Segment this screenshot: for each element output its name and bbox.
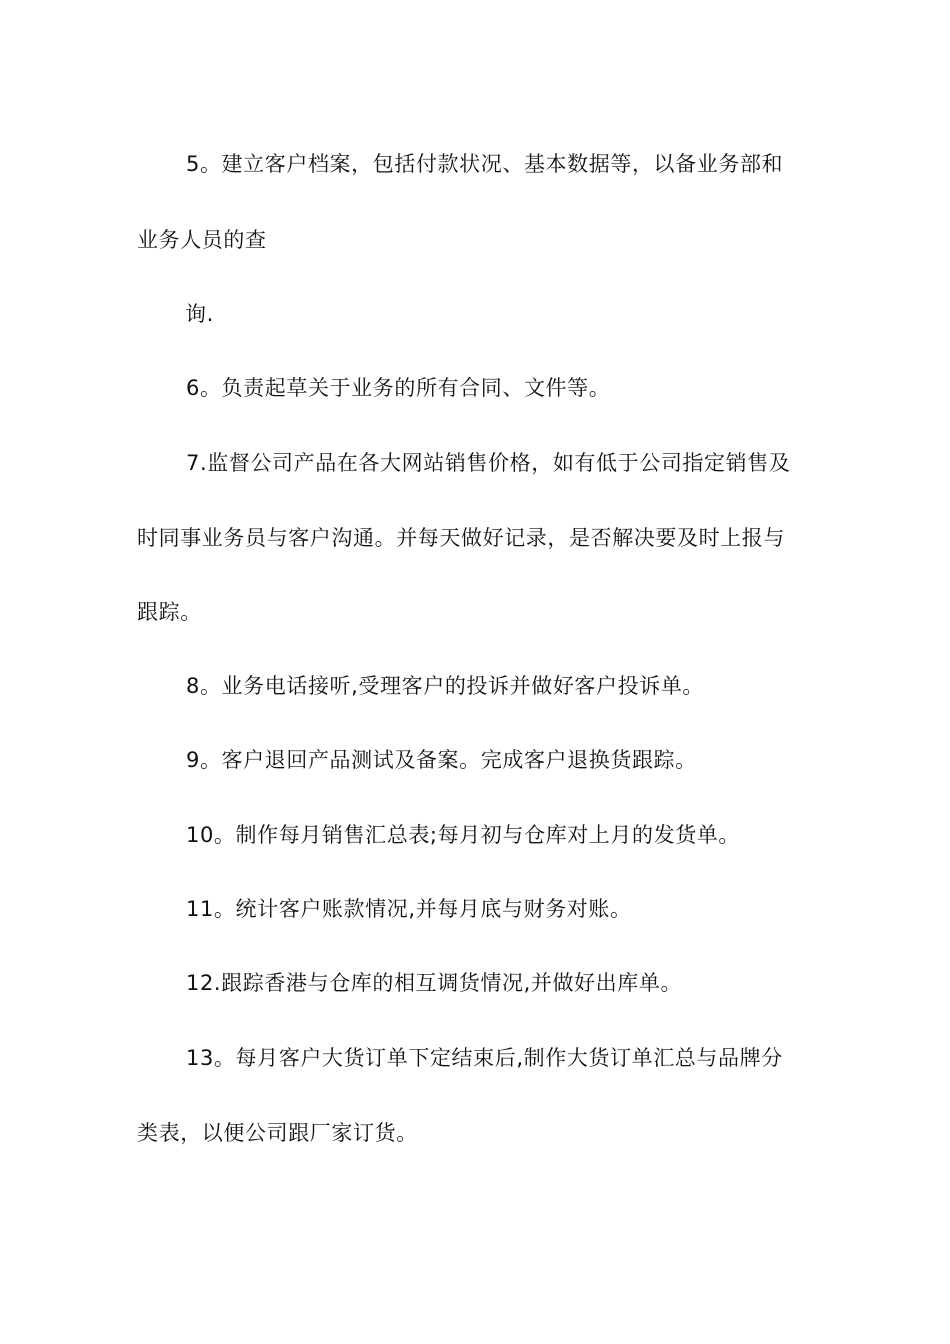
paragraph-10: 10。制作每月销售汇总表;每月初与仓库对上月的发货单。 (186, 823, 740, 847)
paragraph-5-line-1: 5。建立客户档案，包括付款状况、基本数据等，以备业务部和 (186, 152, 784, 176)
paragraph-8: 8。业务电话接听,受理客户的投诉并做好客户投诉单。 (186, 674, 705, 698)
paragraph-13-line-1: 13。每月客户大货订单下定结束后,制作大货订单汇总与品牌分 (186, 1046, 783, 1070)
paragraph-7-line-2: 时同事业务员与客户沟通。并每天做好记录，是否解决要及时上报与 (137, 526, 785, 550)
paragraph-5-line-2: 业务人员的查 (137, 228, 267, 252)
paragraph-9: 9。客户退回产品测试及备案。完成客户退换货跟踪。 (186, 748, 697, 772)
paragraph-12: 12.跟踪香港与仓库的相互调货情况,并做好出库单。 (186, 971, 683, 995)
paragraph-6: 6。负责起草关于业务的所有合同、文件等。 (186, 376, 611, 400)
paragraph-13-line-2: 类表，以便公司跟厂家订货。 (137, 1121, 418, 1145)
paragraph-5-line-3: 询. (185, 302, 214, 326)
paragraph-11: 11。统计客户账款情况,并每月底与财务对账。 (186, 897, 632, 921)
paragraph-7-line-3: 跟踪。 (137, 600, 202, 624)
paragraph-7-line-1: 7.监督公司产品在各大网站销售价格，如有低于公司指定销售及 (186, 451, 791, 475)
